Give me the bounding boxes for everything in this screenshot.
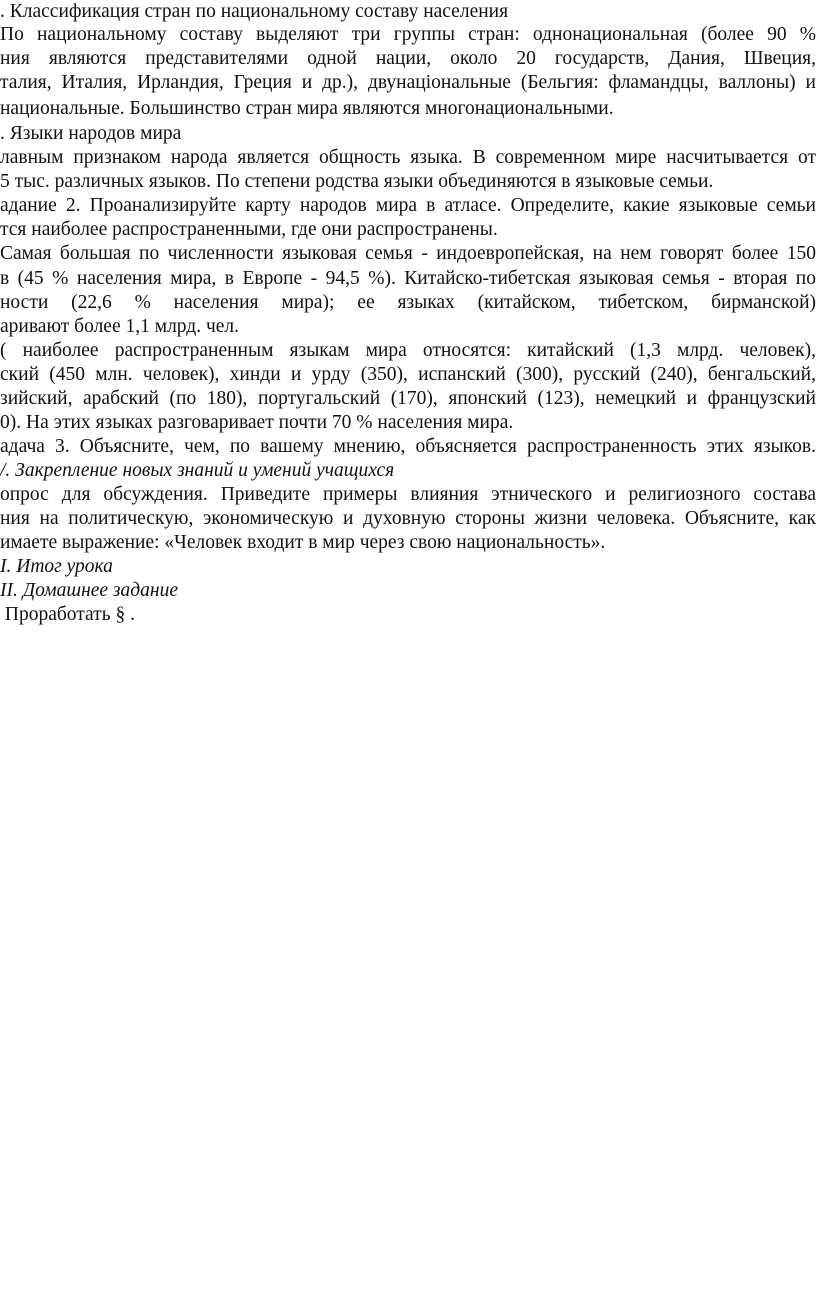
text-line: имаете выражение: «Человек входит в мир через свою национальность». xyxy=(0,532,606,553)
text-line: 0). На этих языках разговаривает почти 70 % населения мира. xyxy=(0,412,514,433)
text-line: в (45 % населения мира, в Европе - 94,5 %). Китайско-тибетская языковая семья - вторая по xyxy=(0,268,816,289)
text-line: ( наиболее распространенным языкам мира относятся: китайский (1,3 млрд. человек), xyxy=(0,340,816,361)
text-line: ния являются представителями одной нации, около 20 государств, Дания, Швеция, xyxy=(0,48,816,69)
text-line: ский (450 млн. человек), хинди и урду (350), испанский (300), русский (240), бенгальский, xyxy=(0,364,816,385)
section-heading: /. Закрепление новых знаний и умений учащихся xyxy=(0,460,395,481)
text-line: ности (22,6 % населения мира); ее языках (китайском, тибетском, бирманской) xyxy=(0,292,816,313)
text-line: зийский, арабский (по 180), португальский (170), японский (123), немецкий и французский xyxy=(0,388,816,409)
text-line: Самая большая по численности языковая семья - индоевропейская, на нем говорят более 150 xyxy=(0,243,816,264)
text-line: тся наиболее распространенными, где они распространены. xyxy=(0,219,498,240)
text-line: национальные. Большинство стран мира являются многонациональными. xyxy=(0,98,614,119)
text-line: опрос для обсуждения. Приведите примеры влияния этнического и религиозного состава xyxy=(0,484,816,505)
section-heading: II. Домашнее задание xyxy=(0,580,178,601)
text-line: ния на политическую, экономическую и духовную стороны жизни человека. Объясните, как xyxy=(0,508,816,529)
text-line: лавным признаком народа является общность языка. В современном мире насчитывается от xyxy=(0,147,816,168)
text-line: 5 тыс. различных языков. По степени родства языки объединяются в языковые семьи. xyxy=(0,171,714,192)
text-line: талия, Италия, Ирландия, Греция и др.), двунаціональные (Бельгия: фламандцы, валлоны) и xyxy=(0,72,816,93)
text-line: адание 2. Проанализируйте карту народов мира в атласе. Определите, какие языковые семьи xyxy=(0,195,816,216)
text-line: По национальному составу выделяют три группы стран: однонациональная (более 90 % xyxy=(0,24,816,45)
text-line: аривают более 1,1 млрд. чел. xyxy=(0,316,240,337)
text-line: адача 3. Объясните, чем, по вашему мнению, объясняется распространенность этих языков. xyxy=(0,436,816,457)
text-line: Проработать § . xyxy=(0,604,135,625)
section-heading: I. Итог урока xyxy=(0,556,113,577)
section-heading: . Языки народов мира xyxy=(0,123,182,144)
text-line: . Классификация стран по национальному составу населения xyxy=(0,1,509,22)
